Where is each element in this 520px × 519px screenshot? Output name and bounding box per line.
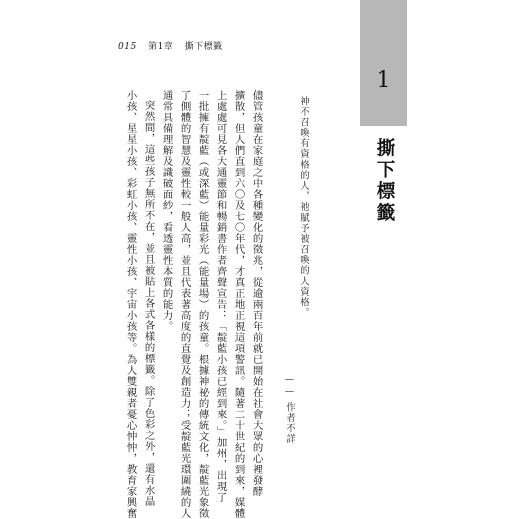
chapter-tab	[360, 0, 407, 126]
body-column-1: 儘管孩童在家庭之中各種變化的徵兆，從逾兩百年前就已開始在社會大眾的心裡發酵	[250, 90, 263, 497]
running-header	[118, 39, 223, 52]
attribution-dash: ——	[284, 374, 295, 399]
body-column-4: 一批擁有靛藍（或深藍）能量彩光（能量場）的孩童。根據神祕的傳統文化，靛藍光象徵	[196, 90, 209, 519]
body-column-8: 小孩、星星小孩、彩虹小孩、靈性小孩、宇宙小孩等。為人雙親者憂心忡忡，教育家興奮	[124, 90, 137, 519]
chapter-title: 撕下標籤	[374, 138, 395, 224]
body-column-3: 上處處可見各大通靈節和暢銷書作者齊聲宣告：「靛藍小孩已經到來。」加州，出現了	[214, 90, 227, 503]
epigraph-text: 神不召喚有資格的人，祂賦予被召喚的人資格。	[298, 96, 309, 319]
chapter-number: 1	[376, 68, 391, 93]
epigraph-attribution	[282, 374, 296, 444]
body-column-5: 了側體的智慧及靈性較一般人高，並且代表著高度的直覺及創造力；受靛藍光環圍繞的人	[178, 90, 191, 519]
body-column-2: 擴散，但人們直到六〇及七〇年代，才真正地正視這項警訊。隨著二十世紀的到來，媒體	[232, 90, 245, 519]
attribution-text: 作者不詳	[284, 402, 295, 445]
body-column-6: 通常具備理解及識破面紗，看透靈性本質的能力。	[160, 90, 173, 332]
page-number: 015	[118, 42, 137, 52]
running-header-chapter-label: 第1章	[148, 42, 174, 52]
body-column-7: 突然間，這些孩子無所不在，並且被貼上各式各樣的標籤。除了色彩之外，還有水晶	[142, 100, 155, 507]
running-header-chapter-title: 撕下標籤	[184, 42, 223, 52]
